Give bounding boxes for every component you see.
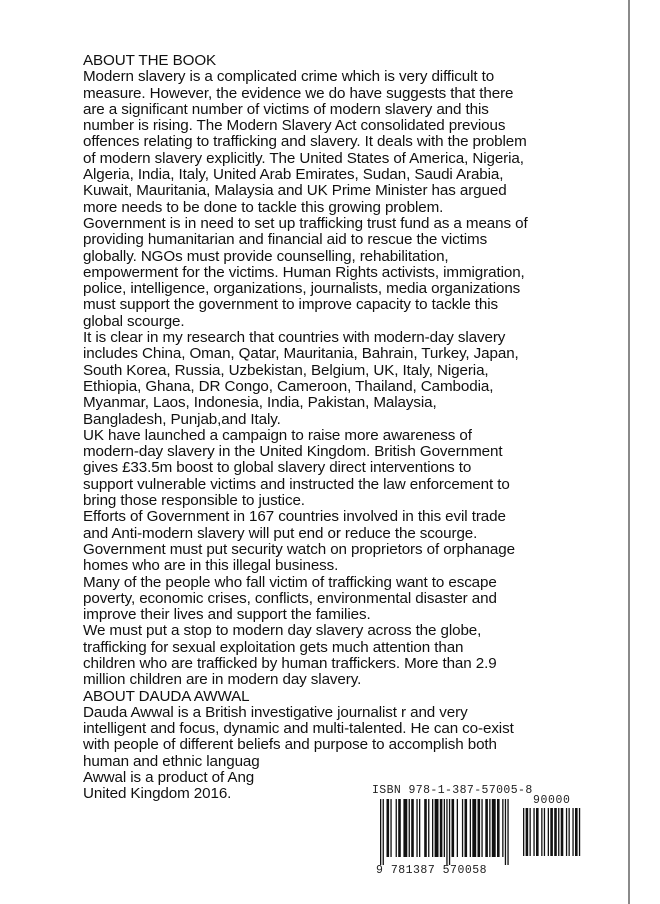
cover-text [83, 53, 613, 803]
barcode-bar [432, 799, 433, 857]
about-book-line: globally. NGOs must provide counselling, rehabilitation, [83, 247, 449, 265]
barcode-bar [554, 808, 557, 856]
barcode-bar [398, 799, 401, 857]
about-book-line: of modern slavery explicitly. The United States of America, Nigeria, [83, 149, 524, 167]
barcode-bar [390, 799, 391, 857]
barcode-digits-right: 570058 [442, 864, 488, 877]
about-book-line: poverty, economic crises, conflicts, environmental disaster and [83, 589, 497, 607]
page-edge [628, 0, 630, 904]
about-book-line: support vulnerable victims and instructed the law enforcement to [83, 475, 510, 493]
barcode-bar [465, 799, 468, 857]
barcode-bar [478, 799, 481, 857]
about-book-line: bring those responsible to justice. [83, 492, 305, 510]
about-author-line: intelligent and focus, dynamic and multi-talented. He can co-exist [83, 720, 514, 738]
about-book-line: modern-day slavery in the United Kingdom. British Government [83, 443, 503, 461]
barcode-bar [492, 799, 496, 857]
about-book-line: improve their lives and support the families. [83, 606, 371, 624]
about-book-line: Ethiopia, Ghana, DR Congo, Cameroon, Thailand, Cambodia, [83, 377, 494, 395]
barcode-bar [523, 808, 524, 856]
about-book-body [83, 69, 613, 688]
about-book-line: Government must put security watch on proprietors of orphanage [83, 540, 515, 558]
barcode-bar [541, 808, 542, 856]
barcode-bar [419, 799, 420, 857]
barcode-bar [536, 808, 539, 856]
about-book-line: Myanmar, Laos, Indonesia, India, Pakistan, Malaysia, [83, 394, 437, 412]
barcode-bar [561, 808, 564, 856]
about-book-line: must support the government to improve capacity to tackle this [83, 296, 499, 314]
about-book-line: We must put a stop to modern day slavery across the globe, [83, 622, 482, 640]
barcode-bar [435, 799, 439, 857]
barcode-bar [424, 799, 427, 857]
about-book-line: Modern slavery is a complicated crime which is very difficult to [83, 68, 495, 86]
isbn-barcode [272, 780, 616, 880]
about-book-line: global scourge. [83, 312, 185, 330]
barcode-bar [387, 799, 390, 857]
isbn-label: ISBN 978-1-387-57005-8 [372, 784, 533, 797]
barcode-bar [396, 799, 397, 857]
barcode-bar [383, 799, 384, 865]
about-book-line: Efforts of Government in 167 countries involved in this evil trade [83, 508, 506, 526]
barcode-bar [472, 799, 476, 857]
barcode-bar [505, 799, 506, 865]
barcode-bar [428, 799, 429, 857]
about-book-line: police, intelligence, organizations, journalists, media organizations [83, 280, 521, 298]
about-book-line: offences relating to trafficking and slavery. It deals with the problem [83, 133, 527, 151]
about-book-line: UK have launched a campaign to raise more awareness of [83, 426, 472, 444]
ean13-bars [380, 799, 522, 865]
barcode-bar [452, 799, 455, 857]
barcode-bar [485, 799, 488, 857]
about-book-line: number is rising. The Modern Slavery Act consolidated previous [83, 117, 506, 135]
barcode-bar [457, 799, 458, 857]
barcode-bar [533, 808, 534, 856]
barcode-bar [558, 808, 559, 856]
about-book-line: gives £33.5m boost to global slavery direct interventions to [83, 459, 472, 477]
about-book-line: South Korea, Russia, Uzbekistan, Belgium, UK, Italy, Nigeria, [83, 361, 489, 379]
about-book-line: children who are trafficked by human traffickers. More than 2.9 [83, 654, 497, 672]
about-book-line: homes who are in this illegal business. [83, 557, 339, 575]
barcode-bar [497, 799, 500, 857]
about-book-line: and Anti-modern slavery will put end or reduce the scourge. [83, 524, 478, 542]
about-book-line: Bangladesh, Punjab,and Italy. [83, 410, 281, 428]
barcode-digits [376, 864, 487, 877]
about-author-heading: ABOUT DAUDA AWWAL [83, 687, 250, 705]
barcode-bar [507, 799, 508, 865]
barcode-bar [579, 808, 580, 856]
about-book-line: includes China, Oman, Qatar, Mauritania, Bahrain, Turkey, Japan, [83, 345, 519, 363]
price-code: 90000 [533, 794, 571, 807]
about-book-line: Kuwait, Mauritania, Malaysia and UK Prime Minister has argued [83, 182, 507, 200]
barcode-bar [502, 799, 503, 857]
about-book-line: trafficking for sexual exploitation gets much attention than [83, 638, 464, 656]
barcode-bar [569, 808, 570, 856]
barcode-bar [548, 808, 549, 856]
barcode-bar [462, 799, 463, 857]
about-book-line: measure. However, the evidence we do have suggests that there [83, 84, 514, 102]
about-book-line: It is clear in my research that countries with modern-day slavery [83, 329, 506, 347]
barcode-bar [544, 808, 545, 856]
about-book-line: Many of the people who fall victim of trafficking want to escape [83, 573, 497, 591]
barcode-bar [409, 799, 410, 857]
about-author-line: human and ethnic languag [83, 752, 260, 770]
barcode-digits-left: 781387 [390, 864, 436, 877]
barcode-bar [416, 799, 417, 857]
about-author-line: Dauda Awwal is a British investigative journalist r and very [83, 703, 468, 721]
about-book-line: providing humanitarian and financial aid to rescue the victims [83, 231, 488, 249]
barcode-bar [449, 799, 450, 865]
barcode-bar [530, 808, 531, 856]
about-author-line: United Kingdom 2016. [83, 785, 232, 803]
about-author-line: with people of different beliefs and purpose to accomplish both [83, 736, 497, 754]
about-author-line: Awwal is a product of Ang [83, 769, 255, 787]
barcode-bar [470, 799, 471, 857]
barcode-bar [411, 799, 414, 857]
barcode-bar [550, 808, 553, 856]
about-book-line: Algeria, India, Italy, United Arab Emirates, Sudan, Saudi Arabia, [83, 166, 504, 184]
barcode-bar [440, 799, 443, 857]
barcode-bar [526, 808, 529, 856]
barcode-bar [489, 799, 490, 857]
barcode-bar [566, 808, 567, 856]
barcode-bar [446, 799, 447, 865]
about-book-heading: ABOUT THE BOOK [83, 52, 217, 69]
barcode-bar [481, 799, 482, 857]
barcode-bar [380, 799, 381, 865]
barcode-bar [575, 808, 578, 856]
about-book-line: empowerment for the victims. Human Rights activists, immigration, [83, 263, 525, 281]
about-book-line: more needs to be done to tackle this growing problem. [83, 198, 444, 216]
barcode-bar [572, 808, 573, 856]
addon-bars [523, 808, 581, 864]
about-book-line: are a significant number of victims of modern slavery and this [83, 100, 489, 118]
barcode-digit-lead: 9 [376, 864, 384, 877]
about-book-line: Government is in need to set up trafficking trust fund as a means of [83, 214, 528, 232]
about-book-line: million children are in modern day slavery. [83, 671, 362, 689]
barcode-bar [403, 799, 407, 857]
barcode-bar [444, 799, 445, 857]
